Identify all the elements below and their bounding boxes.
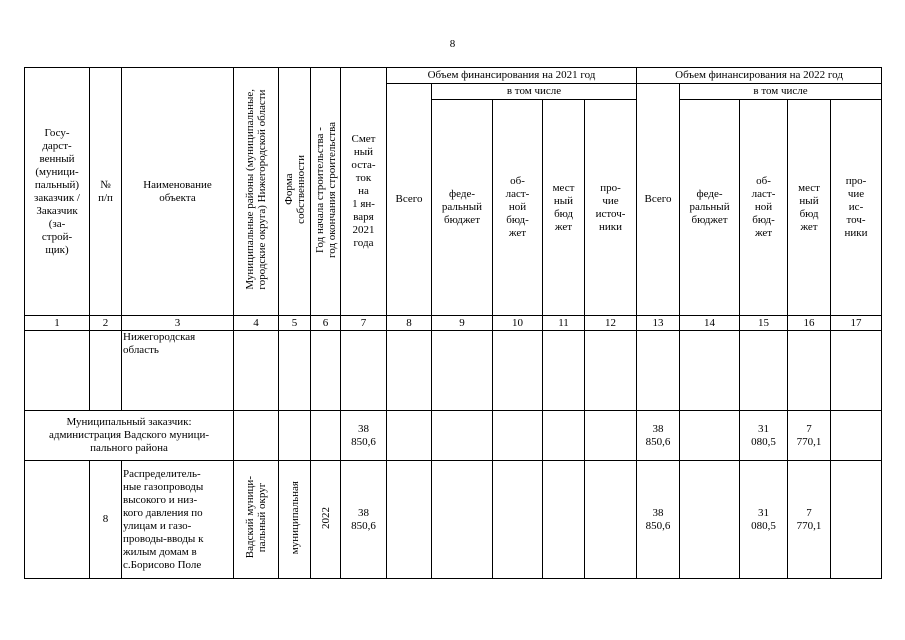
header-regional-2021: об- ласт- ной бюд- жет — [493, 100, 543, 316]
header-other-2022: про- чие ис- точ- ники — [831, 100, 882, 316]
object-ownership-text: муниципальная — [288, 480, 301, 555]
header-funding-2021: Объем финансирования на 2021 год — [387, 68, 637, 84]
column-number: 9 — [432, 316, 493, 331]
column-number: 8 — [387, 316, 432, 331]
header-years — [311, 68, 341, 316]
customer-regional-2022: 31 080,5 — [740, 411, 788, 461]
column-number: 7 — [341, 316, 387, 331]
header-object-name: Наименование объекта — [122, 68, 234, 316]
header-including-2022: в том числе — [680, 84, 882, 100]
column-number: 11 — [543, 316, 585, 331]
object-num: 8 — [90, 461, 122, 579]
financing-table — [24, 67, 882, 579]
header-local-2021: мест ный бюд жет — [543, 100, 585, 316]
column-number: 14 — [680, 316, 740, 331]
column-number: 13 — [637, 316, 680, 331]
object-name: Распределитель- ные газопроводы высокого и низ- кого давления по улицам и газо- проводы-вводы к жилым домам в с.Борисово Поле — [122, 461, 234, 579]
object-total-2022: 38 850,6 — [637, 461, 680, 579]
header-funding-2022: Объем финансирования на 2022 год — [637, 68, 882, 84]
column-number: 12 — [585, 316, 637, 331]
header-ownership-text: Форма собственности — [282, 155, 307, 224]
column-number: 5 — [279, 316, 311, 331]
region-name: Нижегородская область — [122, 331, 234, 411]
header-total-2021: Всего — [387, 84, 432, 316]
customer-label: Муниципальный заказчик: администрация Вадского муници- пального района — [25, 411, 234, 461]
object-year — [311, 461, 341, 579]
column-number: 6 — [311, 316, 341, 331]
header-including-2021: в том числе — [432, 84, 637, 100]
header-estimate-balance: Смет ный оста- ток на 1 ян- варя 2021 года — [341, 68, 387, 316]
column-number: 3 — [122, 316, 234, 331]
customer-estimate: 38 850,6 — [341, 411, 387, 461]
customer-row — [25, 411, 882, 461]
header-ownership — [279, 68, 311, 316]
column-number: 16 — [788, 316, 831, 331]
object-year-text: 2022 — [319, 506, 332, 529]
header-other-2021: про- чие источ- ники — [585, 100, 637, 316]
header-customer: Госу- дарст- венный (муници- пальный) заказчик / Заказчик (за- строй- щик) — [25, 68, 90, 316]
header-federal-2021: феде- ральный бюджет — [432, 100, 493, 316]
column-numbers-row — [25, 316, 882, 331]
header-total-2022: Всего — [637, 84, 680, 316]
column-number: 1 — [25, 316, 90, 331]
customer-local-2022: 7 770,1 — [788, 411, 831, 461]
object-district — [234, 461, 279, 579]
column-number: 10 — [493, 316, 543, 331]
header-local-2022: мест ный бюд жет — [788, 100, 831, 316]
object-estimate: 38 850,6 — [341, 461, 387, 579]
column-number: 15 — [740, 316, 788, 331]
column-number: 4 — [234, 316, 279, 331]
header-districts — [234, 68, 279, 316]
customer-total-2022: 38 850,6 — [637, 411, 680, 461]
object-district-text: Вадский муници- пальный округ — [244, 476, 268, 559]
object-local-2022: 7 770,1 — [788, 461, 831, 579]
header-districts-text: Муниципальные районы (муниципальные, городские округа) Нижегородской области — [244, 89, 268, 290]
column-number: 17 — [831, 316, 882, 331]
object-row — [25, 461, 882, 579]
header-years-text: Год начала строительства - год окончания строительства — [313, 121, 338, 258]
object-regional-2022: 31 080,5 — [740, 461, 788, 579]
page-number: 8 — [449, 38, 456, 50]
header-num: № п/п — [90, 68, 122, 316]
column-number: 2 — [90, 316, 122, 331]
region-row — [25, 331, 882, 411]
header-federal-2022: феде- ральный бюджет — [680, 100, 740, 316]
header-regional-2022: об- ласт- ной бюд- жет — [740, 100, 788, 316]
object-ownership — [279, 461, 311, 579]
